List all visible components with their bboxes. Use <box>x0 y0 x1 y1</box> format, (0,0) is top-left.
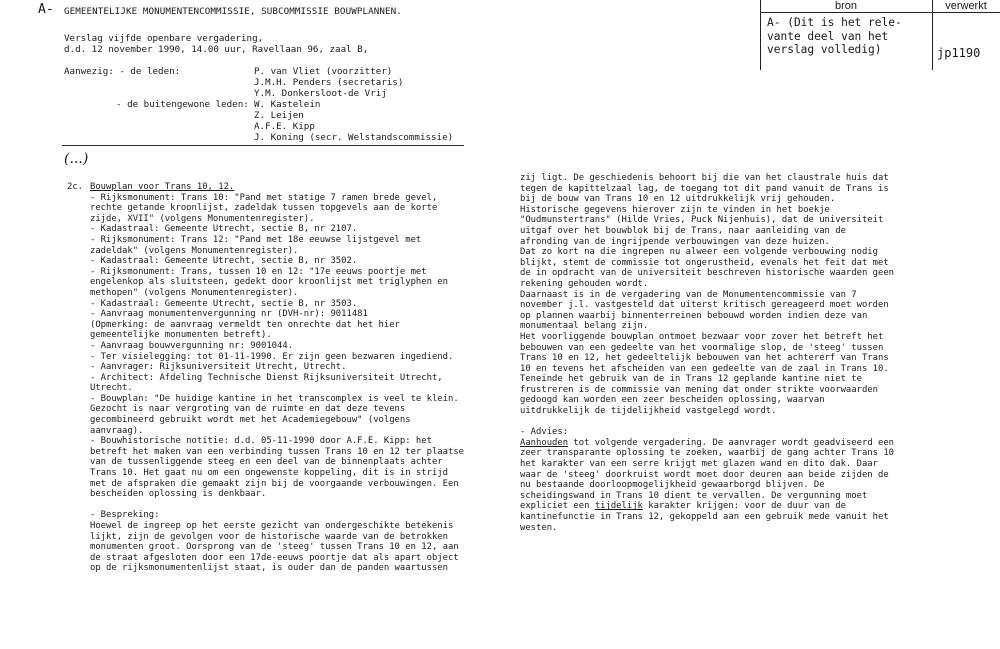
text-line: - Advies: <box>520 427 569 438</box>
text-line: - Aanvraag bouwvergunning nr: 9001044. <box>90 340 294 351</box>
source-note-line: verslag volledig) <box>767 43 882 56</box>
intro-line: d.d. 12 november 1990, 14.00 uur, Ravellaan 96, zaal B, <box>64 44 369 55</box>
extra-members-label: - de buitengewone leden: <box>116 99 249 110</box>
document-mark: A- <box>38 2 54 17</box>
text-line: Dat zo kort na die ingrepen nu alweer een volgende verbouwing nodig <box>520 247 878 258</box>
text-line: - Bouwplan: "De huidige kantine in het transcomplex is veel te klein. <box>90 393 459 404</box>
text-line: bescheiden oplossing is denkbaar. <box>90 489 267 500</box>
text-line: engelenkop als sluitsteen, gedekt door kroonlijst met triglyphen en <box>90 277 448 288</box>
box-border-middle <box>932 0 933 70</box>
advice-line <box>520 438 894 449</box>
section-number: 2c. <box>67 182 84 192</box>
advice-line: zeer transparante oplossing te zoeken, waarbij de gang achter Trans 10 <box>520 448 895 459</box>
text-line: afronding van de ingrijpende verbouwingen van deze huizen. <box>520 236 830 247</box>
member-name: P. van Vliet (voorzitter) <box>254 66 393 77</box>
text-line: - Ter visielegging: tot 01-11-1990. Er zijn geen bezwaren ingediend. <box>90 351 454 362</box>
text-line: Trans 10. Het gaat nu om een ongewenste koppeling, dit is in strijd <box>90 468 448 479</box>
text-line: de in opdracht van de universiteit beschreven historische waarden geen <box>520 268 895 279</box>
text-line: 10 en tevens het afscheiden van een gedeelte van de zaal in Trans 10. <box>520 363 889 374</box>
text-line: gecombineerd gebruikt wordt met het Academiegebouw" (volgens <box>90 415 411 426</box>
text-line: op plannen waarbij binnenterreinen bebouwd worden indien deze van <box>520 310 868 321</box>
text-line: frustreren is de commissie van mening dat onder strikte voorwaarden <box>520 384 878 395</box>
text-line: op de rijksmonumentenlijst staat, is ouder dan de panden waartussen <box>90 563 448 574</box>
text-line: bebouwen van een gedeelte van het voormalige slop, de 'steeg' tussen <box>520 342 884 353</box>
advice-line: het karakter van een serre krijgt met glazen wand en dito dak. Daar <box>520 459 878 470</box>
text-line: Hoewel de ingreep op het eerste gezicht van ondergeschikte betekenis <box>90 521 454 531</box>
text-line: - Aanvrager: Rijksuniversiteit Utrecht, Utrecht. <box>90 362 347 373</box>
advice-text: tot volgende vergadering. De aanvrager wordt geadviseerd een <box>568 437 895 448</box>
text-line: Utrecht. <box>90 383 133 394</box>
text-line: rekening gehouden wordt. <box>520 278 649 289</box>
text-line: "Oudmunstertrans" (Hilde Vries, Puck Nijenhuis), dat de universiteit <box>520 215 884 226</box>
text-line: methopen" (volgens Monumentenregister). <box>90 287 299 298</box>
text-line: Het voorliggende bouwplan ontmoet bezwaar voor zover het betreft het <box>520 331 884 342</box>
section-left-column <box>90 182 464 574</box>
text-line: - Rijksmonument: Trans 12: "Pand met 18e eeuwse lijstgevel met <box>90 234 422 245</box>
text-line: blijkt, stemt de commissie tot ongerustheid, evenals het feit dat met <box>520 257 889 268</box>
extra-member-name: A.F.E. Kipp <box>254 121 315 132</box>
text-line: Daarnaast is in de vergadering van de Monumentencommissie van 7 <box>520 289 857 300</box>
bron-label: bron <box>834 0 858 12</box>
advice-line: waar de 'steeg' doorkruist wordt moet door deuren aan beide zijden de <box>520 469 889 480</box>
member-name: J.M.H. Penders (secretaris) <box>254 77 404 88</box>
text-line: de straat afgesloten door een 17de-eeuws poortje dat als apart object <box>90 552 459 563</box>
text-line: bij de bouw van Trans 10 en 12 uitdrukkelijk vrij gehouden. <box>520 194 836 205</box>
text-line <box>90 500 464 511</box>
text-line: van de tussenliggende steeg en een deel van de binnenplaats achter <box>90 457 443 468</box>
text-line: monumentaal belang zijn. <box>520 321 649 332</box>
source-note-line: vante deel van het <box>767 29 889 43</box>
advice-line: kantinefunctie in Trans 12, gekoppeld aan een gebruik mede vanuit het <box>520 512 889 522</box>
text-line: aanvraag). <box>90 425 144 436</box>
advice-tail <box>520 512 894 533</box>
source-code: jp1190 <box>937 46 981 60</box>
left-column-text <box>90 193 464 574</box>
extra-member-name: Z. Leijen <box>254 110 304 121</box>
text-line: - Rijksmonument: Trans, tussen 10 en 12: "17e eeuws poortje met <box>90 266 427 277</box>
advice-body <box>520 448 894 501</box>
text-line: - Aanvraag monumentenvergunning nr (DVH-nr): 9011481 <box>90 309 368 320</box>
advice-line: nu bestaande doorloopmogelijkheid gewaarborgd blijven. De <box>520 480 825 491</box>
advice-emphasis: tijdelijk <box>594 501 643 512</box>
text-line: zij ligt. De geschiedenis behoort bij die van het claustrale huis dat <box>520 173 889 183</box>
text-line: Gezocht is naar vergroting van de ruimte en dat deze tevens <box>90 404 406 415</box>
omission-mark: (...) <box>64 151 89 167</box>
text-line: Historische gegevens hierover zijn te vinden in het boekje <box>520 204 830 215</box>
advice-line <box>520 501 894 512</box>
source-note <box>767 16 902 57</box>
text-line: uitdrukkelijk de tijdelijkheid vastgelegd wordt. <box>520 406 777 417</box>
text-line: - Rijksmonument: Trans 10: "Pand met statige 7 ramen brede gevel, <box>90 192 438 203</box>
text-line: november j.l. vastgesteld dat uiterst kritisch gereageerd moet worden <box>520 300 889 311</box>
text-line: lijkt, zijn de gevolgen voor de historische waarde van de betrokken <box>90 531 448 542</box>
attendees-label: Aanwezig: - de leden: <box>64 66 181 77</box>
advice-text: expliciet een <box>520 501 595 512</box>
text-line: - Kadastraal: Gemeente Utrecht, sectie B, nr 3503. <box>90 298 358 309</box>
verwerkt-label: verwerkt <box>945 0 987 12</box>
box-border-left <box>760 0 761 70</box>
text-line: rechte getande kroonlijst, zadeldak tussen topgevels aan de korte <box>90 203 438 214</box>
text-line: - Bouwhistorische notitie: d.d. 05-11-1990 door A.F.E. Kipp: het <box>90 436 432 447</box>
section-right-column <box>520 173 894 533</box>
text-line: zijde, XVII" (volgens Monumentenregister). <box>90 213 315 224</box>
text-line: - Architect: Afdeling Technische Dienst Rijksuniversiteit Utrecht, <box>90 372 443 383</box>
extra-member-name: W. Kastelein <box>254 99 321 110</box>
text-line: met de afspraken die gemaakt zijn bij de voorgaande verbouwingen. Een <box>90 478 459 489</box>
extra-member-name: J. Koning (secr. Welstandscommissie) <box>254 132 454 143</box>
text-line: monumenten groot. Oorsprong van de 'steeg' tussen Trans 10 en 12, aan <box>90 542 459 553</box>
text-line: uitgaf over het bouwblok bij de Trans, naar aanleiding van de <box>520 225 846 236</box>
section-heading: Bouwplan voor Trans 10, 12. <box>90 182 235 192</box>
text-line: (Opmerking: de aanvraag vermeldt ten onrechte dat het hier <box>90 319 400 330</box>
text-line: - Kadastraal: Gemeente Utrecht, sectie B, nr 3502. <box>90 256 358 267</box>
text-line: Trans 10 en 12, het gedeeltelijk bebouwen van het achtererf van Trans <box>520 353 889 364</box>
header-divider <box>62 145 464 146</box>
text-line: - Kadastraal: Gemeente Utrecht, sectie B, nr 2107. <box>90 224 358 235</box>
text-line: gedoogd kan worden een zeer bescheiden oplossing, waarvan <box>520 395 825 406</box>
intro-line: Verslag vijfde openbare vergadering, <box>64 33 264 44</box>
text-line: - Bespreking: <box>90 510 160 521</box>
document-title: GEMEENTELIJKE MONUMENTENCOMMISSIE, SUBCOMMISSIE BOUWPLANNEN. <box>64 6 402 17</box>
meeting-intro <box>64 33 368 55</box>
advice-text: karakter krijgen: voor de duur van de <box>642 501 846 512</box>
text-line: gemeentelijke monumenten betreft). <box>90 330 272 341</box>
text-line: zadeldak" (volgens Monumentenregister). <box>90 245 299 256</box>
right-column-text <box>520 173 894 438</box>
text-line: Teneinde het gebruik van de in Trans 12 geplande kantine niet te <box>520 374 862 385</box>
advice-verdict: Aanhouden <box>520 437 569 448</box>
box-header-rule <box>760 12 1000 13</box>
advice-line: scheidingswand in Trans 10 dient te vervallen. De vergunning moet <box>520 490 868 501</box>
advice-line: westen. <box>520 522 558 533</box>
text-line: tegen de kapittelzaal lag, de toegang tot dit pand vanuit de Trans is <box>520 183 889 194</box>
text-line <box>520 417 894 428</box>
text-line: betreft het maken van een verbinding tussen Trans 10 en 12 ter plaatse <box>90 446 465 457</box>
source-note-line: A- (Dit is het rele- <box>767 16 902 29</box>
member-name: Y.M. Donkersloot-de Vrij <box>254 88 387 99</box>
